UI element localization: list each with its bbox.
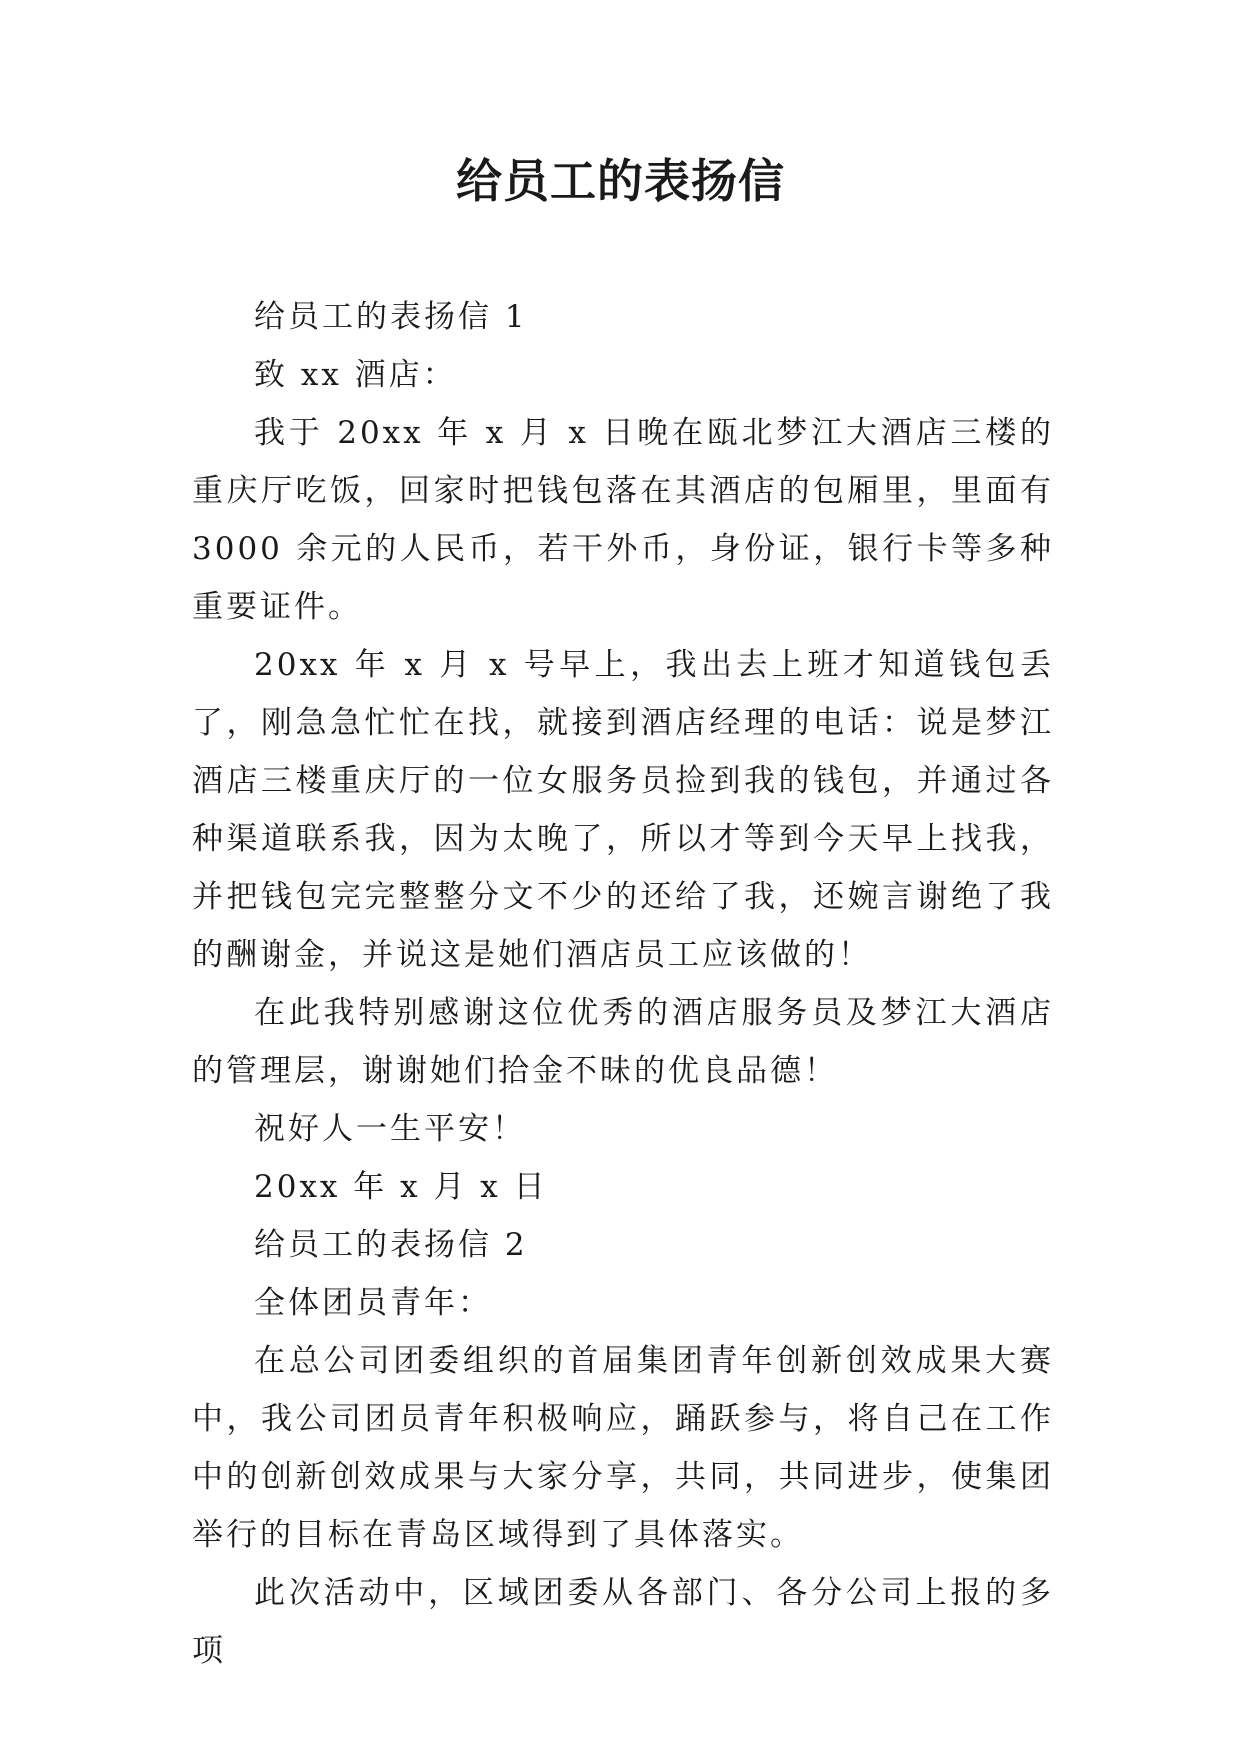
document-body (192, 288, 1054, 1680)
letter-1-paragraph: 在此我特别感谢这位优秀的酒店服务员及梦江大酒店的管理层，谢谢她们拾金不昧的优良品德！ (192, 995, 1054, 1089)
letter-1-paragraph: 20xx 年 x 月 x 号早上，我出去上班才知道钱包丢了，刚急急忙忙在找，就接到酒店经理的电话：说是梦江酒店三楼重庆厅的一位女服务员捡到我的钱包，并通过各种渠道联系我，因为太晚了，所以才等到今天早上找我，并把钱包完完整整分文不少的还给了我，还婉言谢绝了我的酬谢金，并说这是她们酒店员工应该做的！ (192, 647, 1054, 973)
letter-2-paragraph: 在总公司团委组织的首届集团青年创新创效成果大赛中，我公司团员青年积极响应，踊跃参与，将自己在工作中的创新创效成果与大家分享，共同，共同进步，使集团举行的目标在青岛区域得到了具体落实。 (192, 1343, 1054, 1553)
letter-1-heading: 给员工的表扬信 1 (254, 299, 528, 335)
letter-2-paragraph: 此次活动中，区域团委从各部门、各分公司上报的多项 (192, 1575, 1054, 1669)
letter-2-salutation: 全体团员青年： (254, 1285, 492, 1321)
letter-1-date: 20xx 年 x 月 x 日 (254, 1169, 548, 1205)
letter-1-closing: 祝好人一生平安！ (254, 1111, 526, 1147)
document-title: 给员工的表扬信 (456, 154, 785, 208)
letter-2-heading: 给员工的表扬信 2 (254, 1227, 528, 1263)
letter-1-salutation: 致 xx 酒店： (254, 357, 457, 393)
letter-1-paragraph: 我于 20xx 年 x 月 x 日晚在瓯北梦江大酒店三楼的重庆厅吃饭，回家时把钱包落在其酒店的包厢里，里面有 3000 余元的人民币，若干外币，身份证，银行卡等多种重要证件。 (192, 415, 1054, 625)
